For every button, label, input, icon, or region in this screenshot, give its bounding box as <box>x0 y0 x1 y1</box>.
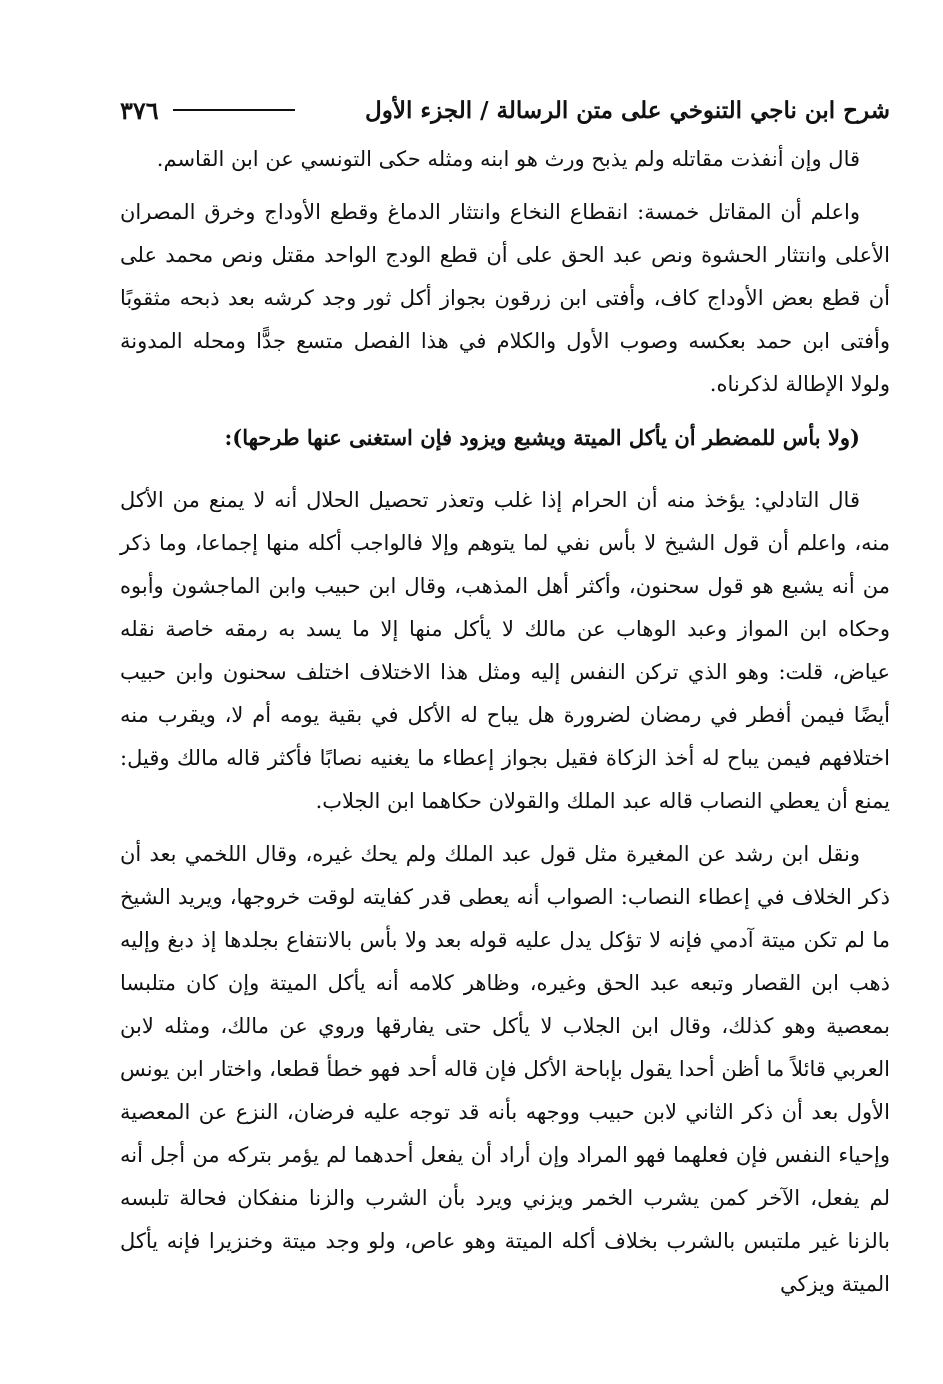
paragraph-1 <box>120 138 890 181</box>
page-header <box>120 86 890 134</box>
header-page-info <box>120 96 295 125</box>
running-title: شرح ابن ناجي التنوخي على متن الرسالة / الجزء الأول <box>365 96 890 124</box>
body-text <box>120 138 890 1306</box>
paragraph-2 <box>120 191 890 406</box>
document-page <box>120 86 890 1356</box>
paragraph-3 <box>120 479 890 823</box>
paragraph-text: ونقل ابن رشد عن المغيرة مثل قول عبد الملك ولم يحك غيره، وقال اللخمي بعد أن ذكر الخلاف في إعطاء النصاب: الصواب أنه يعطى قدر كفايته لوقت خروجها، ويريد الشيخ ما لم تكن ميتة آدمي فإنه لا تؤكل يدل عليه قوله بعد ولا بأس بالانتفاع بجلدها إذ دبغ وإليه ذهب ابن القصار وتبعه عبد الحق وغيره، وظاهر كلامه أنه يأكل الميتة وإن كان متلبسا بمعصية وهو كذلك، وقال ابن الجلاب لا يأكل حتى يفارقها وروي عن مالك، ومثله لابن العربي قائلاً ما أظن أحدا يقول بإباحة الأكل فإن قاله أحد فهو خطأ قطعا، واختار ابن يونس الأول بعد أن ذكر الثاني لابن حبيب ووجهه بأنه قد توجه عليه فرضان، النزع عن المعصية وإحياء النفس فإن فعلهما فهو المراد وإن أراد أن يفعل أحدهما لم يؤمر بتركه من أجل أنه لم يفعل، الآخر كمن يشرب الخمر ويزني ويرد بأن الشرب والزنا منفكان فحالة تلبسه بالزنا غير ملتبس بالشرب بخلاف أكله الميتة وهو عاص، ولو وجد ميتة وخنزيرا فإنه يأكل الميتة ويزكي <box>120 842 890 1296</box>
paragraph-text: قال التادلي: يؤخذ منه أن الحرام إذا غلب وتعذر تحصيل الحلال أنه لا يمنع من الأكل منه، واعلم أن قول الشيخ لا بأس نفي لما يتوهم وإلا فالواجب أكله منها إجماعا، وما ذكر من أنه يشبع هو قول سحنون، وأكثر أهل المذهب، وقال ابن حبيب وابن الماجشون وأبوه وحكاه ابن المواز وعبد الوهاب عن مالك لا يأكل منها إلا ما يسد به رمقه خاصة نقله عياض، قلت: وهو الذي تركن النفس إليه ومثل هذا الاختلاف اختلف سحنون وابن حبيب أيضًا فيمن أفطر في رمضان لضرورة هل يباح له الأكل في بقية يومه أم لا، ويقرب منه اختلافهم فيمن يباح له أخذ الزكاة فقيل بجواز إعطاء ما يغنيه نصابًا فأكثر قاله مالك وقيل: يمنع أن يعطي النصاب قاله عبد الملك والقولان حكاهما ابن الجلاب. <box>120 488 890 813</box>
page-number: ٣٧٦ <box>120 95 159 125</box>
paragraph-text: واعلم أن المقاتل خمسة: انقطاع النخاع وانتثار الدماغ وقطع الأوداج وخرق المصران الأعلى وانتثار الحشوة ونص عبد الحق على أن قطع الودج الواحد مقتل ونص محمد على أن قطع بعض الأوداج كاف، وأفتى ابن زرقون بجواز أكل ثور وجد كرشه بعد ذبحه مثقوبًا وأفتى ابن حمد بعكسه وصوب الأول والكلام في هذا الفصل متسع جدًّا ومحله المدونة ولولا الإطالة لذكرناه. <box>120 200 890 396</box>
paragraph-text: قال وإن أنفذت مقاتله ولم يذبح ورث هو ابنه ومثله حكى التونسي عن ابن القاسم. <box>156 147 860 171</box>
header-rule <box>173 109 295 111</box>
quoted-heading: (ولا بأس للمضطر أن يأكل الميتة ويشبع ويزود فإن استغنى عنها طرحها): <box>224 425 860 450</box>
paragraph-4 <box>120 833 890 1306</box>
